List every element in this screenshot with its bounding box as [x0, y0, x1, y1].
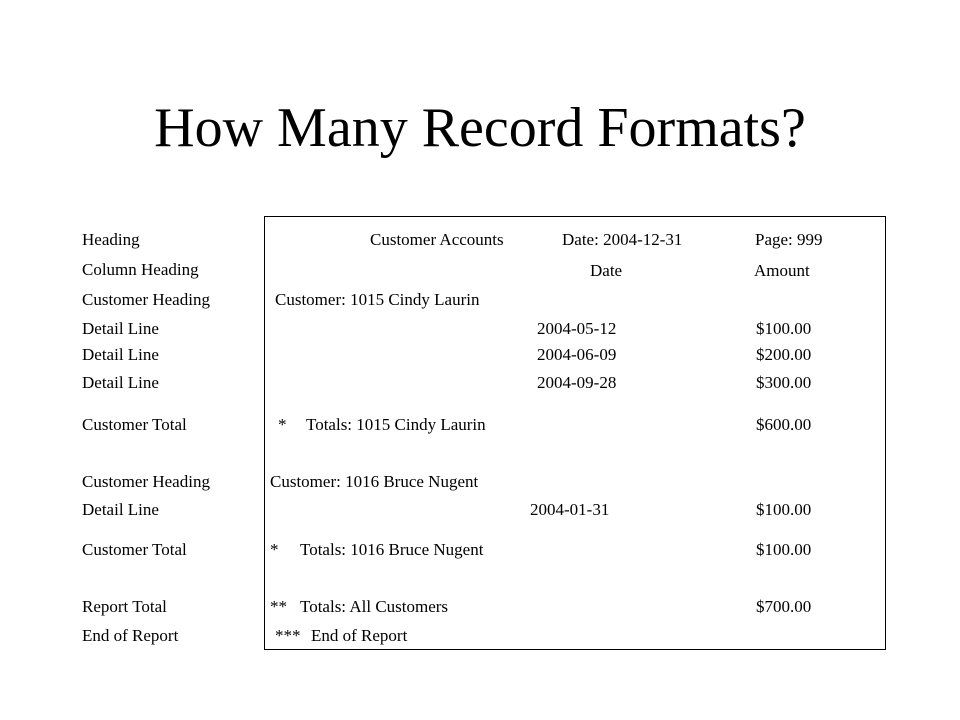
report-total-marker: ** [270, 597, 287, 616]
detail-date: 2004-09-28 [537, 373, 617, 392]
record-type-label: Heading [82, 230, 140, 249]
detail-date: 2004-01-31 [530, 500, 610, 519]
record-type-label: Customer Total [82, 540, 187, 559]
report-total-amount: $700.00 [756, 597, 812, 616]
end-of-report-marker: *** [275, 626, 301, 645]
record-type-label: Detail Line [82, 373, 159, 392]
detail-amount: $100.00 [756, 500, 812, 519]
detail-date: 2004-06-09 [537, 345, 617, 364]
column-heading-amount: Amount [754, 261, 810, 280]
customer-total-marker: * [270, 540, 279, 559]
record-type-label: Detail Line [82, 319, 159, 338]
customer-total-label: Totals: 1015 Cindy Laurin [306, 415, 486, 434]
record-type-label: Customer Total [82, 415, 187, 434]
record-type-label: End of Report [82, 626, 179, 645]
report-heading-page: Page: 999 [755, 230, 823, 249]
record-type-label: Column Heading [82, 260, 199, 279]
end-of-report-label: End of Report [311, 626, 408, 645]
slide-title: How Many Record Formats? [154, 97, 806, 159]
customer-total-marker: * [278, 415, 287, 434]
record-type-label: Detail Line [82, 500, 159, 519]
record-type-label: Detail Line [82, 345, 159, 364]
customer-heading: Customer: 1015 Cindy Laurin [275, 290, 480, 309]
report-heading-title: Customer Accounts [370, 230, 504, 249]
record-type-label: Customer Heading [82, 290, 210, 309]
report-total-label: Totals: All Customers [300, 597, 449, 616]
detail-amount: $100.00 [756, 319, 812, 338]
record-type-label: Report Total [82, 597, 167, 616]
customer-total-amount: $100.00 [756, 540, 812, 559]
report-heading-date: Date: 2004-12-31 [562, 230, 683, 249]
detail-amount: $200.00 [756, 345, 812, 364]
record-type-label: Customer Heading [82, 472, 210, 491]
customer-total-amount: $600.00 [756, 415, 812, 434]
customer-total-label: Totals: 1016 Bruce Nugent [300, 540, 484, 559]
customer-heading: Customer: 1016 Bruce Nugent [270, 472, 479, 491]
detail-date: 2004-05-12 [537, 319, 617, 338]
column-heading-date: Date [590, 261, 623, 280]
detail-amount: $300.00 [756, 373, 812, 392]
